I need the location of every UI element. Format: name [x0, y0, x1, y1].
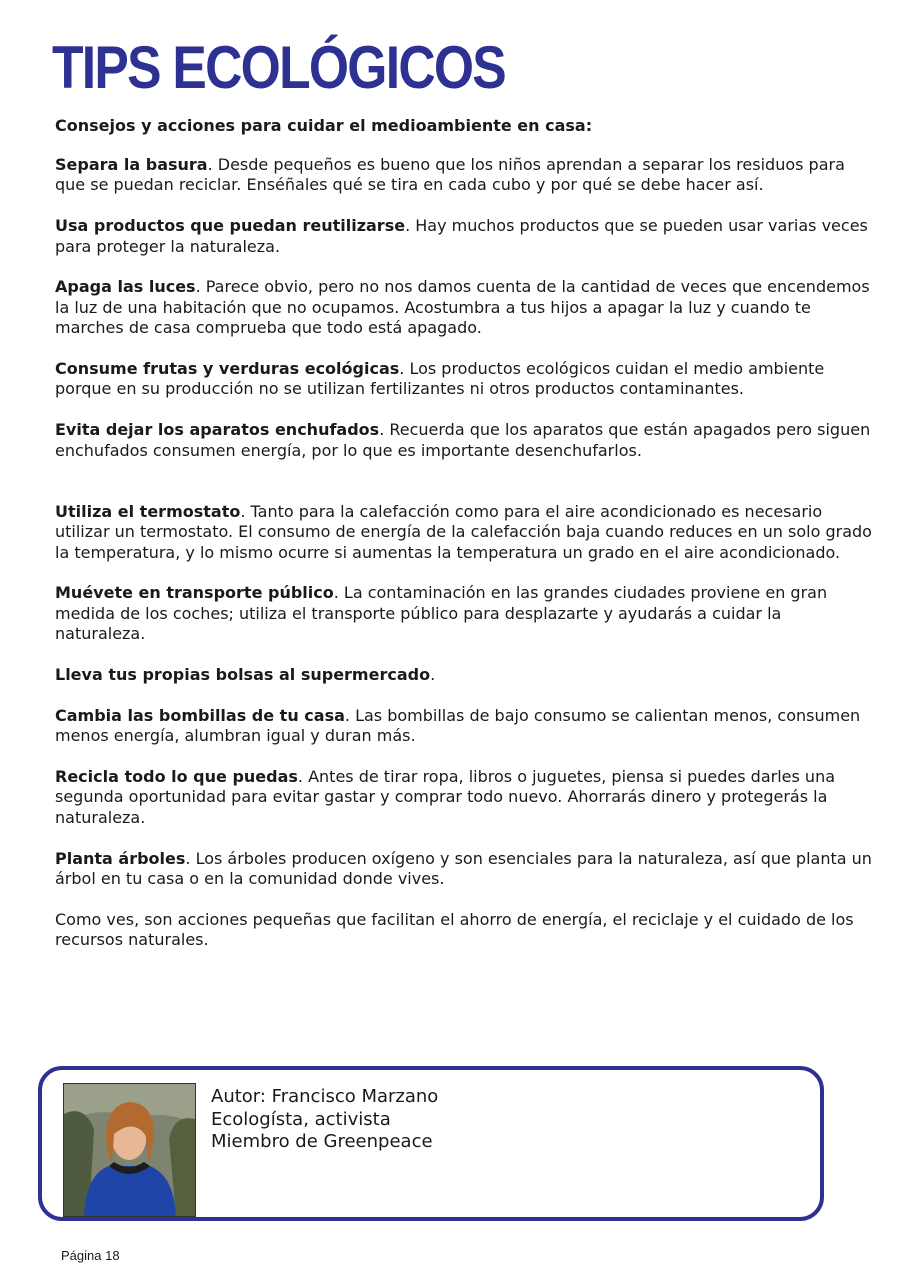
tip-reutilizar — [55, 216, 875, 257]
author-name: Autor: Francisco Marzano — [211, 1086, 439, 1107]
tip-text: . Los productos ecológicos cuidan el medio ambiente porque en su producción no se utilizan fertilizantes ni otros productos contaminantes. — [55, 359, 825, 399]
tip-text: . Las bombillas de bajo consumo se calientan menos, consumen menos energía, alumbran igual y duran más. — [55, 705, 861, 746]
tip-transporte-publico — [55, 583, 875, 644]
intro-heading: Consejos y acciones para cuidar el medioambiente en casa: — [55, 116, 593, 135]
tip-heading: Evita dejar los aparatos enchufados — [55, 420, 380, 440]
closing-paragraph: Como ves, son acciones pequeñas que facilitan el ahorro de energía, el reciclaje y el cuidado de los recursos naturales. — [55, 909, 854, 950]
tip-heading: Consume frutas y verduras ecológicas — [55, 359, 400, 379]
tip-heading: Recicla todo lo que puedas — [55, 767, 298, 787]
author-photo-illustration — [64, 1084, 195, 1216]
tip-termostato — [55, 502, 875, 563]
tip-separa-basura — [55, 155, 875, 196]
tip-text: . Desde pequeños es bueno que los niños aprendan a separar los residuos para que se puedan reciclar. Enséñales qué se tira en cada cubo y por qué se debe hacer así. — [55, 155, 845, 195]
tips-list — [55, 155, 875, 971]
tip-heading: Usa productos que puedan reutilizarse — [55, 216, 406, 236]
tip-apaga-luces — [55, 277, 875, 338]
tip-heading: Lleva tus propias bolsas al supermercado — [55, 665, 431, 685]
author-box — [38, 1066, 824, 1221]
tip-planta-arboles — [55, 849, 875, 890]
tip-heading: Separa la basura — [55, 155, 208, 174]
tip-text: . La contaminación en las grandes ciudades proviene en gran medida de los coches; utiliza el transporte público para desplazarte y ayudarás a cuidar la naturaleza. — [55, 583, 828, 644]
tip-heading: Muévete en transporte público — [55, 583, 334, 603]
tip-text: . Los árboles producen oxígeno y son esenciales para la naturaleza, así que planta un árbol en tu casa o en la comunidad donde vives. — [55, 848, 872, 889]
tip-text: . Tanto para la calefacción como para el aire acondicionado es necesario utilizar un termostato. El consumo de energía de la calefacción baja cuando reduces en un solo grado la temperatura, y lo mismo ocurre si aumentas la temperatura un grado en el aire acondicionado. — [55, 501, 872, 562]
author-affiliation: Miembro de Greenpeace — [211, 1131, 433, 1152]
tip-bolsas — [55, 665, 875, 685]
tip-text: . Hay muchos productos que se pueden usar varias veces para proteger la naturaleza. — [55, 216, 868, 256]
tip-frutas-verduras — [55, 359, 875, 400]
page-title: TIPS ECOLÓGICOS — [52, 34, 505, 101]
tip-heading: Apaga las luces — [55, 277, 196, 297]
tip-text: . — [430, 665, 436, 685]
tip-heading: Planta árboles — [55, 848, 186, 868]
tip-bombillas — [55, 706, 875, 747]
tip-heading: Utiliza el termostato — [55, 501, 241, 521]
tip-aparatos-enchufados — [55, 420, 875, 461]
author-info — [211, 1086, 438, 1154]
tip-heading: Cambia las bombillas de tu casa — [55, 705, 345, 725]
author-photo — [63, 1083, 196, 1217]
page-number: Página 18 — [61, 1248, 120, 1263]
tip-text: . Parece obvio, pero no nos damos cuenta de la cantidad de veces que encendemos la luz de una habitación que no ocupamos. Acostumbra a tus hijos a apagar la luz y cuando te marches de casa comprueba que todo está apagado. — [55, 277, 870, 338]
author-role: Ecologísta, activista — [211, 1108, 391, 1130]
tip-recicla — [55, 767, 875, 828]
tip-text: . Recuerda que los aparatos que están apagados pero siguen enchufados consumen energía, por lo que es importante desenchufarlos. — [55, 420, 871, 460]
tip-text: . Antes de tirar ropa, libros o juguetes, piensa si puedes darles una segunda oportunidad para evitar gastar y comprar todo nuevo. Ahorrarás dinero y protegerás la naturaleza. — [55, 767, 836, 827]
